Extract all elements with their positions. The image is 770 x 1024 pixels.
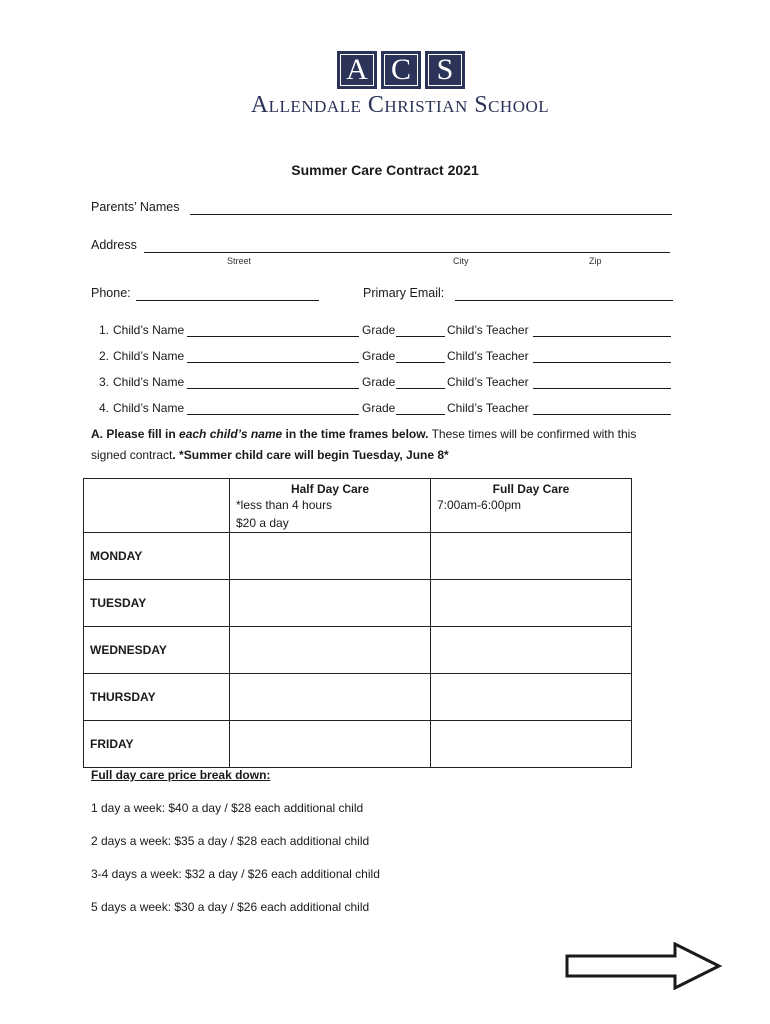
child-row-2-number: 2. xyxy=(99,349,110,363)
thursday-full-day-cell[interactable] xyxy=(431,674,632,721)
table-row xyxy=(84,674,632,721)
instructions-plain: These times will be confirmed with this xyxy=(428,427,637,441)
care-schedule-table xyxy=(83,478,632,768)
child-row-4-grade-label: Grade xyxy=(362,401,396,415)
child-4-teacher-field[interactable] xyxy=(533,414,671,415)
wednesday-full-day-cell[interactable] xyxy=(431,627,632,674)
child-row-4-name-label: Child’s Name xyxy=(113,401,185,415)
full-day-hours: 7:00am-6:00pm xyxy=(437,498,522,512)
logo-letter-s: S xyxy=(425,51,465,89)
table-corner-cell xyxy=(84,479,230,533)
street-sublabel: Street xyxy=(227,256,252,266)
day-label-wednesday: WEDNESDAY xyxy=(84,627,230,674)
table-row xyxy=(84,533,632,580)
school-name: Allendale Christian School xyxy=(250,92,550,118)
zip-sublabel: Zip xyxy=(589,256,602,266)
instructions-start-date: . *Summer child care will begin Tuesday, June 8* xyxy=(172,448,449,462)
page-title: Summer Care Contract 2021 xyxy=(291,162,479,178)
child-row-4-teacher-label: Child’s Teacher xyxy=(447,401,529,415)
child-row-2-grade-label: Grade xyxy=(362,349,396,363)
child-3-grade-field[interactable] xyxy=(396,388,445,389)
half-day-header xyxy=(230,479,431,533)
day-label-friday: FRIDAY xyxy=(84,721,230,768)
child-3-name-field[interactable] xyxy=(187,388,359,389)
address-field[interactable] xyxy=(144,252,670,253)
day-label-monday: MONDAY xyxy=(84,533,230,580)
email-field[interactable] xyxy=(455,300,673,301)
child-row-1-teacher-label: Child’s Teacher xyxy=(447,323,529,337)
parents-names-label: Parents’ Names xyxy=(91,200,180,214)
child-row-1-number: 1. xyxy=(99,323,110,337)
child-2-name-field[interactable] xyxy=(187,362,359,363)
instructions-bold-2: in the time frames below. xyxy=(282,427,429,441)
instructions xyxy=(91,424,691,466)
friday-full-day-cell[interactable] xyxy=(431,721,632,768)
thursday-half-day-cell[interactable] xyxy=(230,674,431,721)
half-day-price: $20 a day xyxy=(236,516,289,530)
tuesday-full-day-cell[interactable] xyxy=(431,580,632,627)
half-day-note: *less than 4 hours xyxy=(236,498,333,512)
price-item-3: 3-4 days a week: $32 a day / $26 each additional child xyxy=(91,867,380,881)
child-1-grade-field[interactable] xyxy=(396,336,445,337)
instructions-plain-2: signed contract xyxy=(91,448,173,462)
child-3-teacher-field[interactable] xyxy=(533,388,671,389)
school-logo xyxy=(337,51,465,89)
price-item-2: 2 days a week: $35 a day / $28 each additional child xyxy=(91,834,370,848)
child-row-3-teacher-label: Child’s Teacher xyxy=(447,375,529,389)
tuesday-half-day-cell[interactable] xyxy=(230,580,431,627)
friday-half-day-cell[interactable] xyxy=(230,721,431,768)
day-label-thursday: THURSDAY xyxy=(84,674,230,721)
child-2-teacher-field[interactable] xyxy=(533,362,671,363)
child-4-grade-field[interactable] xyxy=(396,414,445,415)
table-row xyxy=(84,721,632,768)
day-label-tuesday: TUESDAY xyxy=(84,580,230,627)
child-row-1-grade-label: Grade xyxy=(362,323,396,337)
phone-field[interactable] xyxy=(136,300,319,301)
child-row-3-grade-label: Grade xyxy=(362,375,396,389)
logo-letter-a: A xyxy=(337,51,377,89)
child-row-4-number: 4. xyxy=(99,401,110,415)
table-row xyxy=(84,580,632,627)
half-day-title: Half Day Care xyxy=(290,482,370,496)
pricing-heading: Full day care price break down: xyxy=(91,768,271,782)
child-row-1-name-label: Child’s Name xyxy=(113,323,185,337)
price-item-4: 5 days a week: $30 a day / $26 each additional child xyxy=(91,900,370,914)
city-sublabel: City xyxy=(453,256,469,266)
child-2-grade-field[interactable] xyxy=(396,362,445,363)
child-row-2-name-label: Child’s Name xyxy=(113,349,185,363)
wednesday-half-day-cell[interactable] xyxy=(230,627,431,674)
instructions-bold-italic: each child’s name xyxy=(179,427,283,441)
monday-half-day-cell[interactable] xyxy=(230,533,431,580)
child-row-3-name-label: Child’s Name xyxy=(113,375,185,389)
price-item-1: 1 day a week: $40 a day / $28 each additional child xyxy=(91,801,364,815)
full-day-header xyxy=(431,479,632,533)
phone-label: Phone: xyxy=(91,286,131,300)
parents-names-field[interactable] xyxy=(190,214,672,215)
right-arrow-icon[interactable] xyxy=(565,942,723,990)
child-4-name-field[interactable] xyxy=(187,414,359,415)
child-row-3-number: 3. xyxy=(99,375,110,389)
full-day-title: Full Day Care xyxy=(492,482,570,496)
email-label: Primary Email: xyxy=(363,286,445,300)
table-row xyxy=(84,627,632,674)
child-row-2-teacher-label: Child’s Teacher xyxy=(447,349,529,363)
address-label: Address xyxy=(91,238,137,252)
instructions-bold-1: A. Please fill in xyxy=(91,427,180,441)
monday-full-day-cell[interactable] xyxy=(431,533,632,580)
child-1-name-field[interactable] xyxy=(187,336,359,337)
logo-letter-c: C xyxy=(381,51,421,89)
child-1-teacher-field[interactable] xyxy=(533,336,671,337)
